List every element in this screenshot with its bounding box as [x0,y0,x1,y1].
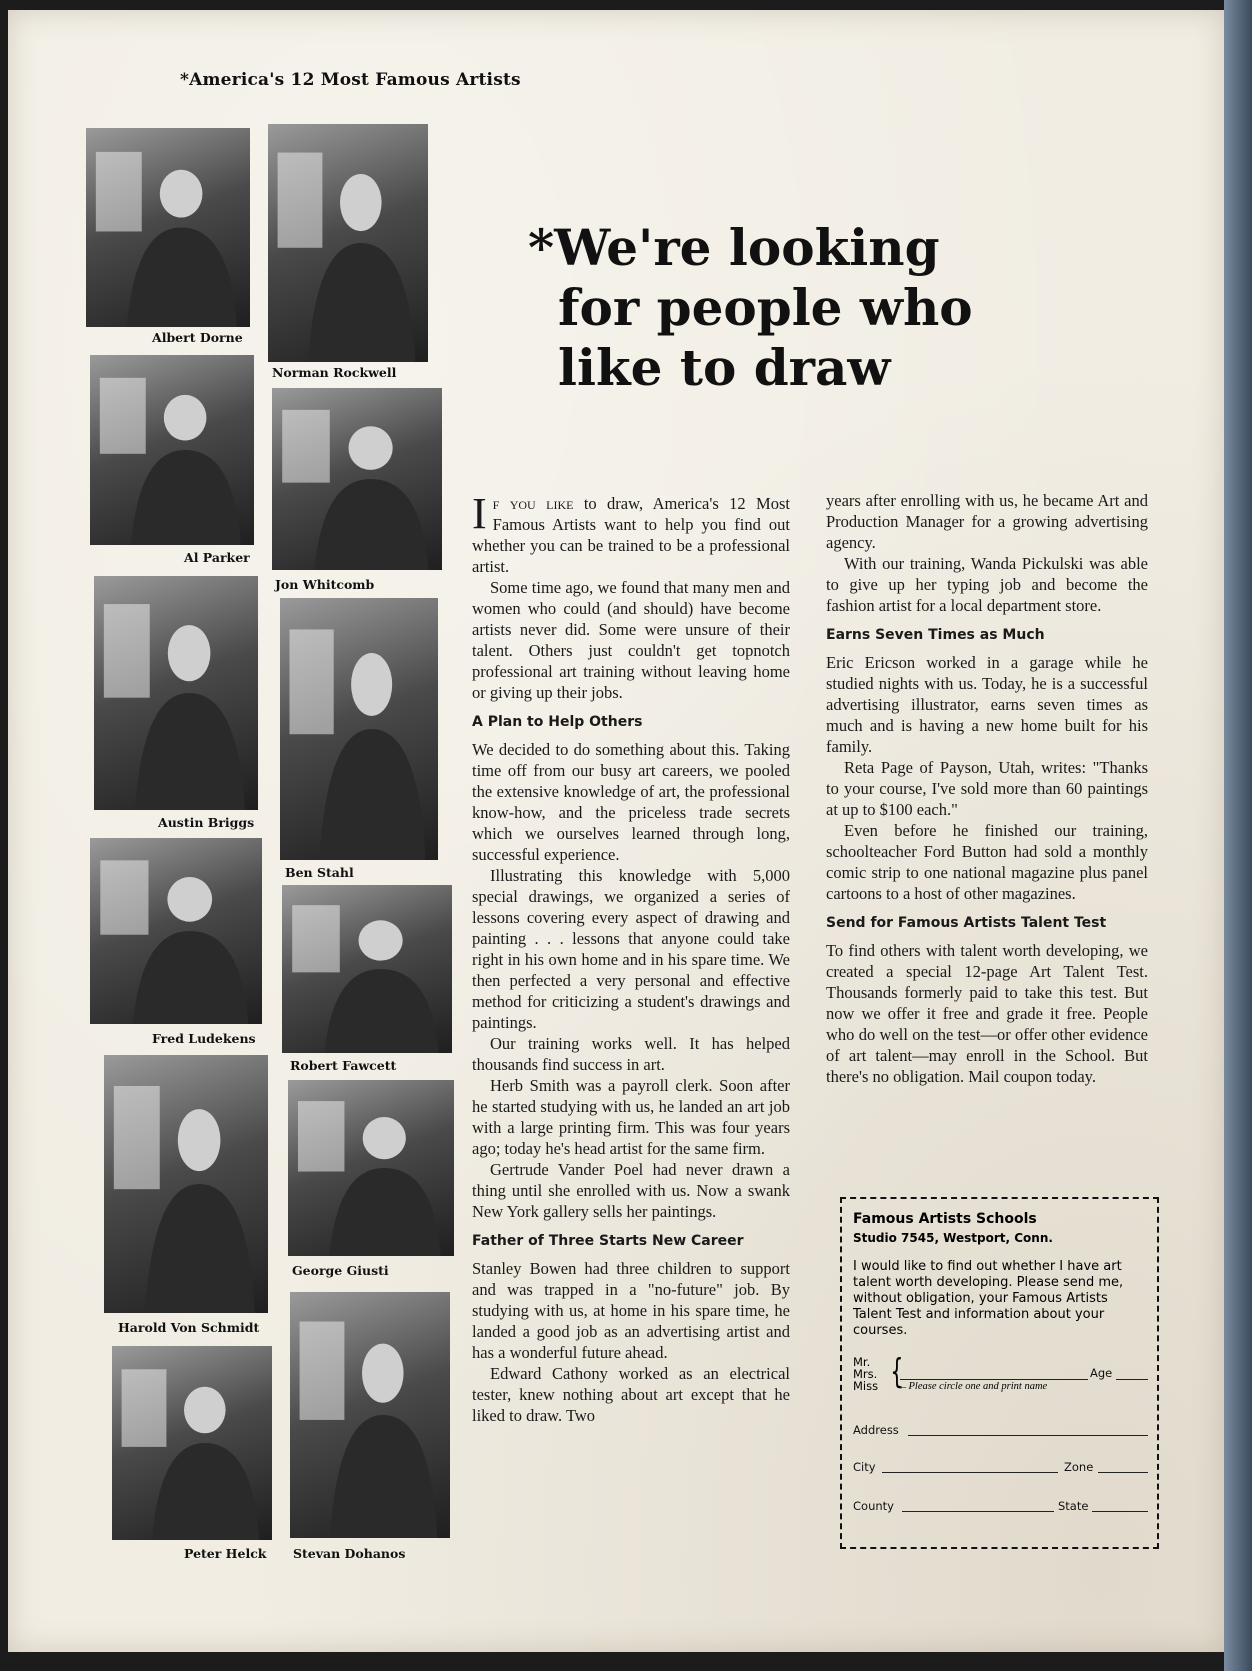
title-options[interactable] [853,1356,878,1392]
article-column-2 [826,490,1148,1087]
paragraph: Stanley Bowen had three children to support and was trapped in a "no-future" job. By studying with us, at home in his spare time, he landed a good job as an advertising artist and has a wonderful future ahead. [472,1259,790,1362]
artist-name: George Giusti [292,1263,389,1278]
portrait-body [135,693,245,810]
brace-glyph: { [890,1352,904,1392]
portrait-head [340,174,382,231]
portrait-silhouette [112,1346,272,1540]
artist-name: Albert Dorne [152,330,243,345]
top-caption: *America's 12 Most Famous Artists [180,70,521,90]
title-miss[interactable]: Miss [853,1379,879,1393]
age-label: Age [1090,1366,1113,1380]
portrait-head [363,1117,406,1159]
portrait-silhouette [94,576,258,810]
drawing-board [100,378,146,454]
portrait-body [145,1184,255,1313]
portrait-body [131,450,241,545]
artist-name: Peter Helck [184,1546,267,1561]
paragraph: Gertrude Vander Poel had never drawn a thing until she enrolled with us. Now a swank New York gallery sells her paintings. [472,1160,790,1221]
portrait-silhouette [90,355,254,545]
scan-edge [1224,0,1252,1671]
photo-ben-stahl [280,598,438,860]
coupon-body: I would like to find out whether I have art talent worth developing. Please send me, without obligation, your Famous Artists Talent Test and information about your courses. [853,1259,1124,1338]
photo-stevan-dohanos [290,1292,450,1538]
portrait-silhouette [280,598,438,860]
portrait-body [127,228,237,328]
drawing-board [298,1101,344,1171]
coupon-title: Famous Artists Schools [853,1211,1037,1227]
artist-name: Fred Ludekens [152,1031,256,1046]
portrait-body [133,931,248,1024]
drawing-board [300,1322,345,1420]
paragraph: Even before he finished our training, schoolteacher Ford Button had sold a monthly comic strip to one national magazine plus panel cartoons to a host of other magazines. [826,821,1148,903]
drawing-board [114,1086,160,1189]
paragraph: Illustrating this knowledge with 5,000 special drawings, we organized a series of lessons covering every aspect of drawing and painting . . . lessons that anyone could take right in his own home and in his spare time. We then perfected a very personal and effective method for criticizing a student's drawings and paintings. [472,866,790,1032]
portrait-head [178,1109,221,1171]
paragraph: years after enrolling with us, he became Art and Production Manager for a growing advertising agency. [826,491,1148,552]
artist-name: Al Parker [184,550,250,565]
photo-norman-rockwell [268,124,428,362]
photo-fred-ludekens [90,838,262,1024]
portrait-head [359,920,403,960]
portrait-head [164,395,207,441]
portrait-head [351,653,392,716]
drawing-board [96,152,142,232]
paragraph: To find others with talent worth developing, we created a special 12-page Art Talent Test. Thousands formerly paid to take this test. But now we offer it free and grade it free. People who do well on the test—or offer other evidence of art talent—may enroll in the School. But there's no obligation. Mail coupon today. [826,941,1148,1086]
portrait-body [325,969,439,1053]
subheading: Earns Seven Times as Much [826,627,1045,643]
coupon-studio: Studio 7545, Westport, Conn. [853,1231,1053,1245]
drawing-board [100,860,148,934]
photo-al-parker [90,355,254,545]
portrait-body [320,729,426,860]
intro-text: to draw, America's 12 Most Famous Artists want to help you find out whether you can be trained to be a professional artist. [472,494,790,576]
portrait-silhouette [104,1055,268,1313]
paragraph: Some time ago, we found that many men and women who could (and should) have become artists never did. Some were unsure of their talent. Others just couldn't get topnotch professional art training without leaving home or giving up their jobs. [472,578,790,702]
county-label: County [853,1499,894,1513]
title-mr[interactable]: Mr. [853,1355,871,1369]
artist-name: Jon Whitcomb [275,577,375,592]
zone-label: Zone [1064,1460,1094,1474]
portrait-body [152,1443,259,1540]
headline [528,218,1038,398]
portrait-body [308,243,415,362]
portrait-head [168,625,211,681]
drawing-board [292,905,340,972]
portrait-body [315,479,429,570]
portrait-head [184,1387,226,1434]
photo-jon-whitcomb [272,388,442,570]
coupon-note: ←Please circle one and print name [898,1381,1048,1392]
title-mrs[interactable]: Mrs. [853,1367,878,1381]
portrait-head [362,1344,404,1403]
portrait-body [330,1415,437,1538]
subheading: Send for Famous Artists Talent Test [826,915,1107,931]
portrait-head [349,426,393,470]
headline-line: like to draw [558,338,891,397]
article-column-1 [472,489,790,1426]
portrait-head [160,170,203,218]
mail-coupon [840,1197,1159,1549]
city-label: City [853,1460,876,1474]
intro-paragraph [472,489,790,577]
paragraph: With our training, Wanda Pickulski was able to give up her typing job and become the fashion artist for a local department store. [826,554,1148,615]
photo-peter-helck [112,1346,272,1540]
paragraph: Edward Cathony worked as an electrical tester, knew nothing about art except that he liked to draw. Two [472,1364,790,1425]
drawing-board [122,1369,167,1447]
artist-name: Austin Briggs [158,815,255,830]
intro-lead: f you like [492,494,574,513]
photo-george-giusti [288,1080,454,1256]
state-label: State [1058,1499,1089,1513]
portrait-silhouette [282,885,452,1053]
headline-line: *We're looking [528,218,940,277]
portrait-head [167,877,212,922]
name-field[interactable] [900,1379,1088,1380]
city-field[interactable] [882,1472,1058,1473]
address-field[interactable] [908,1435,1148,1436]
photo-harold-von-schmidt [104,1055,268,1313]
artist-name: Stevan Dohanos [293,1546,406,1561]
paragraph: We decided to do something about this. Taking time off from our busy art careers, we pooled the extensive knowledge of art, the professional know-how, and the priceless trade secrets which we ourselves learned through long, successful experience. [472,740,790,864]
drawing-board [289,629,333,734]
artist-name: Ben Stahl [285,865,354,880]
paragraph: Herb Smith was a payroll clerk. Soon after he started studying with us, he landed an art job with a large printing firm. This was four years ago; today he's head artist for the same firm. [472,1076,790,1158]
portrait-body [330,1168,441,1256]
age-field[interactable] [1116,1379,1148,1380]
portrait-silhouette [272,388,442,570]
artist-name: Robert Fawcett [290,1058,397,1073]
paragraph: Reta Page of Payson, Utah, writes: "Thanks to your course, I've sold more than 60 paintings at up to $100 each." [826,758,1148,819]
address-label: Address [853,1423,899,1437]
drawing-board [278,153,323,248]
portrait-silhouette [90,838,262,1024]
artist-name: Norman Rockwell [272,365,397,380]
photo-albert-dorne [86,128,250,327]
photo-robert-fawcett [282,885,452,1053]
drawing-board [104,604,150,698]
county-field[interactable] [902,1511,1054,1512]
artist-name: Harold Von Schmidt [118,1320,260,1335]
drawing-board [282,410,330,483]
drop-cap: I [472,489,487,538]
paragraph: Eric Ericson worked in a garage while he studied nights with us. Today, he is a successful advertising illustrator, earns seven times as much and is having a new home built for his family. [826,653,1148,756]
paragraph: Our training works well. It has helped thousands find success in art. [472,1034,790,1074]
zone-field[interactable] [1098,1472,1148,1473]
subheading: A Plan to Help Others [472,714,643,730]
portrait-silhouette [86,128,250,327]
state-field[interactable] [1092,1511,1148,1512]
subheading: Father of Three Starts New Career [472,1233,744,1249]
headline-line: for people who [558,278,973,337]
portrait-silhouette [268,124,428,362]
photo-austin-briggs [94,576,258,810]
portrait-silhouette [288,1080,454,1256]
portrait-silhouette [290,1292,450,1538]
